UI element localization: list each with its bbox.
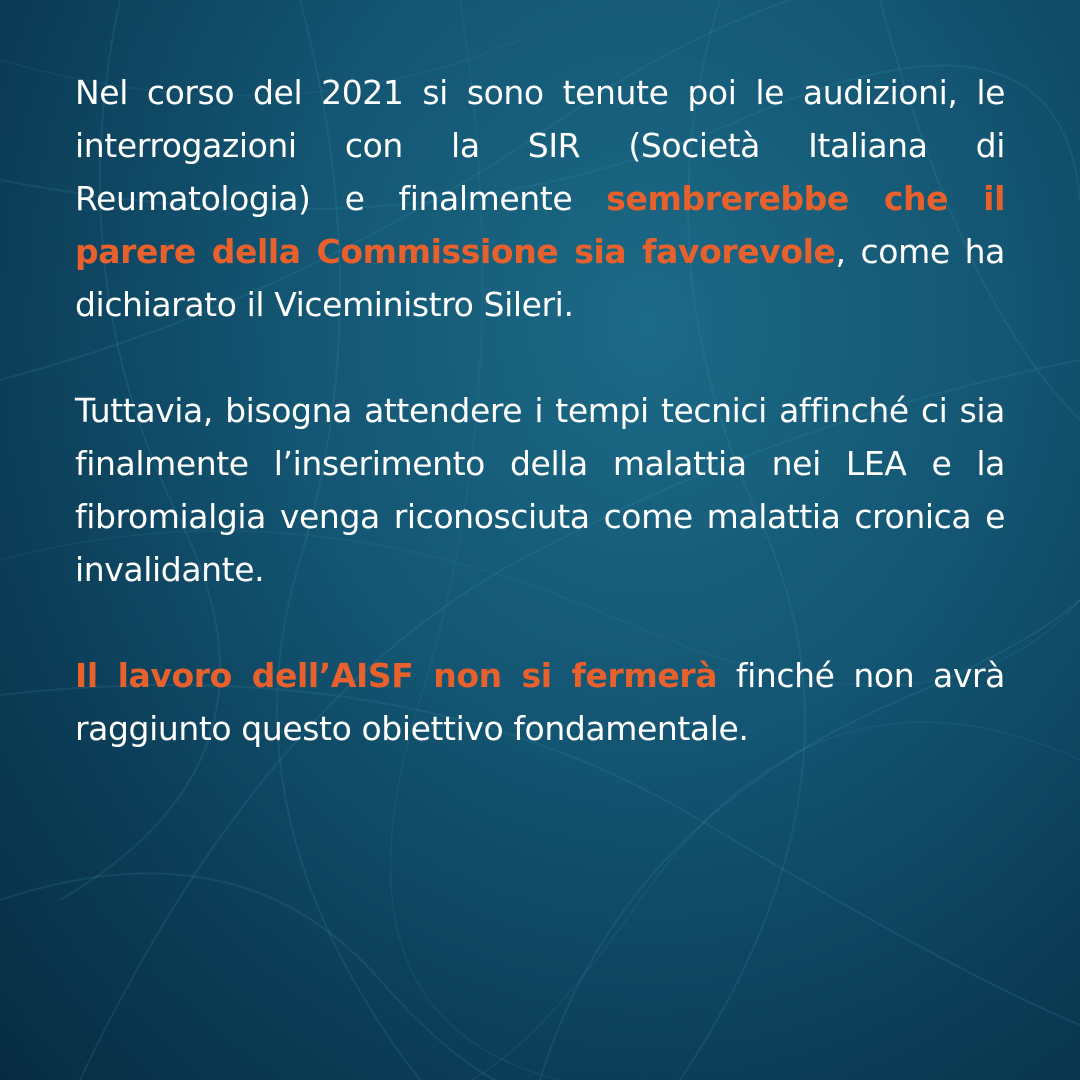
paragraph-2: [75, 384, 1005, 596]
paragraph-1-highlight: sembrerebbe che il parere della Commissione sia favorevole: [75, 179, 1005, 271]
text-body: [75, 66, 1005, 808]
paragraph-3-text-end: finché non avrà raggiunto questo obiettivo fondamentale.: [75, 656, 1005, 748]
paragraph-3: [75, 649, 1005, 755]
paragraph-2-text: Tuttavia, bisogna attendere i tempi tecnici affinché ci sia finalmente l’inserimento della malattia nei LEA e la fibromialgia venga riconosciuta come malattia cronica e invalidante.: [75, 391, 1005, 589]
paragraph-1: [75, 66, 1005, 331]
paragraph-1-text-start: Nel corso del 2021 si sono tenute poi le audizioni, le interrogazioni con la SIR (Società Italiana di Reumatologia) e finalmente: [75, 73, 1005, 218]
paragraph-1-text-end: , come ha dichiarato il Viceministro Sileri.: [75, 232, 1005, 324]
paragraph-3-highlight: Il lavoro dell’AISF non si fermerà: [75, 656, 718, 695]
